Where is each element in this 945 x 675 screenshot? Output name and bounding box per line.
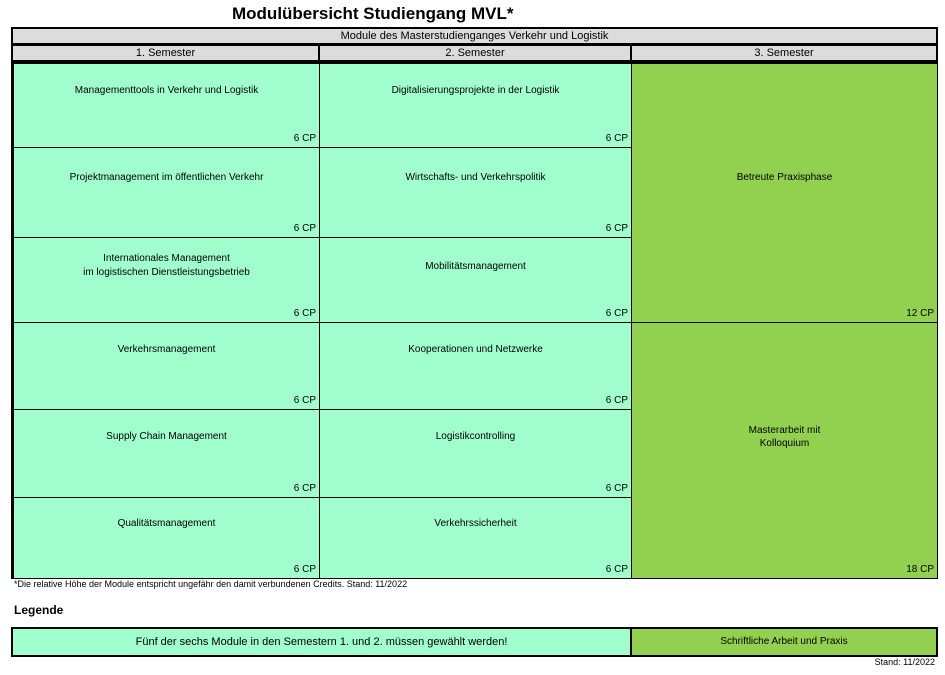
- module-credits: 6 CP: [605, 395, 628, 406]
- legend-written-practice: Schriftliche Arbeit und Praxis: [630, 627, 938, 657]
- module-credits: 6 CP: [293, 483, 316, 494]
- module-name: Betreute Praxisphase: [736, 172, 833, 183]
- module-card: [319, 147, 632, 238]
- module-name-line1: Masterarbeit mit: [748, 425, 821, 436]
- program-subtitle: Module des Masterstudienganges Verkehr und Logistik: [11, 27, 938, 45]
- semester-3-header: 3. Semester: [630, 44, 938, 62]
- module-credits: 6 CP: [293, 133, 316, 144]
- module-name: Logistikcontrolling: [435, 431, 516, 442]
- module-name-line2: Kolloquium: [759, 438, 810, 449]
- module-grid: [11, 61, 938, 579]
- module-card: [13, 497, 320, 579]
- module-credits: 6 CP: [293, 308, 316, 319]
- module-name: Digitalisierungsprojekte in der Logistik: [391, 85, 560, 96]
- module-name: Supply Chain Management: [106, 431, 227, 442]
- module-credits: 6 CP: [605, 483, 628, 494]
- stand-date: Stand: 11/2022: [874, 657, 935, 667]
- module-name: Projektmanagement im öffentlichen Verkehr: [69, 172, 264, 183]
- module-credits: 6 CP: [293, 395, 316, 406]
- module-credits: 6 CP: [293, 564, 316, 575]
- module-credits: 12 CP: [906, 308, 934, 319]
- module-card-practice: [631, 63, 938, 323]
- module-card: [13, 63, 320, 148]
- module-name-line1: Internationales Management: [103, 253, 230, 264]
- module-card: [13, 147, 320, 238]
- module-card: [319, 63, 632, 148]
- module-credits: 6 CP: [605, 223, 628, 234]
- module-card: [13, 322, 320, 410]
- footnote: *Die relative Höhe der Module entspricht ungefähr den damit verbundenen Credits. Stand: 11/2022: [14, 579, 408, 589]
- module-name: Kooperationen und Netzwerke: [408, 344, 543, 355]
- module-name: Verkehrsmanagement: [117, 344, 216, 355]
- page-title: Modulübersicht Studiengang MVL*: [232, 4, 514, 23]
- module-credits: 6 CP: [293, 223, 316, 234]
- module-card-thesis: [631, 322, 938, 579]
- module-credits: 18 CP: [906, 564, 934, 575]
- module-credits: 6 CP: [605, 308, 628, 319]
- module-name: Mobilitätsmanagement: [425, 261, 526, 272]
- module-card: [13, 237, 320, 323]
- semester-1-header: 1. Semester: [11, 44, 320, 62]
- module-card: [13, 409, 320, 498]
- module-name: Managementtools in Verkehr und Logistik: [74, 85, 259, 96]
- module-name: Qualitätsmanagement: [117, 518, 216, 529]
- module-card: [319, 237, 632, 323]
- module-name-line2: im logistischen Dienstleistungsbetrieb: [83, 267, 250, 278]
- module-credits: 6 CP: [605, 564, 628, 575]
- module-card: [319, 409, 632, 498]
- module-card: [319, 322, 632, 410]
- module-credits: 6 CP: [605, 133, 628, 144]
- semester-2-header: 2. Semester: [318, 44, 632, 62]
- legend-elective: Fünf der sechs Module in den Semestern 1. und 2. müssen gewählt werden!: [11, 627, 632, 657]
- module-name: Wirtschafts- und Verkehrspolitik: [405, 172, 546, 183]
- module-card: [319, 497, 632, 579]
- module-name: Verkehrssicherheit: [434, 518, 517, 529]
- legend-heading: Legende: [14, 603, 64, 617]
